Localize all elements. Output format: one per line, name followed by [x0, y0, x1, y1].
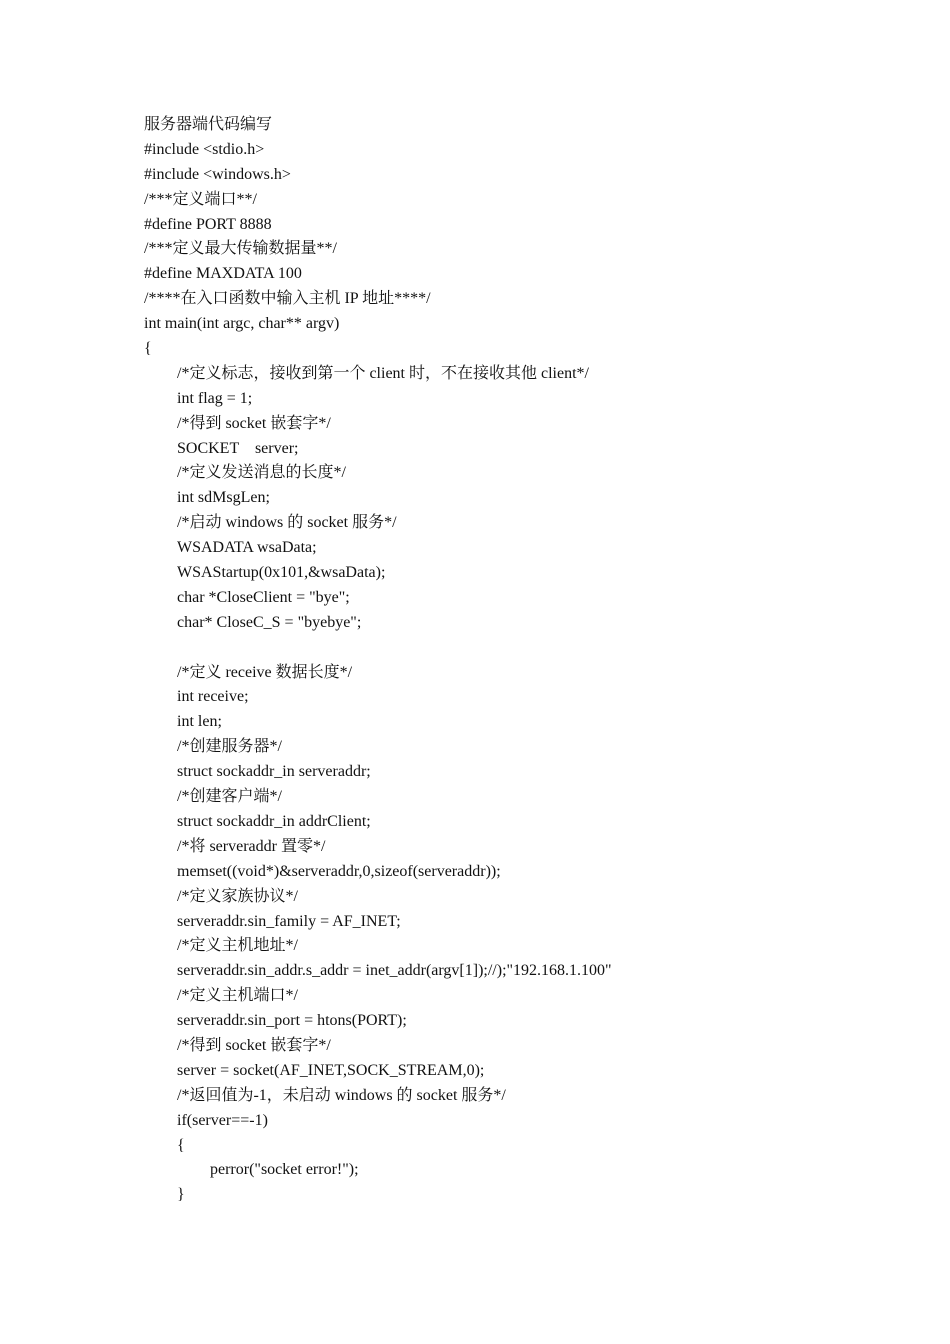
code-comment-line: /*得到 socket 嵌套字*/ [177, 1036, 331, 1054]
code-line: int len; [177, 713, 222, 731]
code-line: #define MAXDATA 100 [144, 265, 302, 283]
code-line: int main(int argc, char** argv) [144, 315, 340, 333]
code-line: SOCKET server; [177, 439, 299, 457]
code-line: { [177, 1136, 185, 1154]
code-line: server = socket(AF_INET,SOCK_STREAM,0); [177, 1061, 485, 1079]
code-comment-line: /*返回值为-1，未启动 windows 的 socket 服务*/ [177, 1086, 506, 1104]
code-line: WSAStartup(0x101,&wsaData); [177, 564, 386, 582]
code-comment-line: /*定义家族协议*/ [177, 887, 298, 905]
code-line: serveraddr.sin_family = AF_INET; [177, 912, 401, 930]
code-line: struct sockaddr_in addrClient; [177, 812, 371, 830]
code-comment-line: /***定义端口**/ [144, 190, 257, 208]
document-heading: 服务器端代码编写 [144, 116, 273, 133]
code-comment-line: /***定义最大传输数据量**/ [144, 240, 337, 258]
code-comment-line: /****在入口函数中输入主机 IP 地址****/ [144, 290, 431, 308]
code-line: WSADATA wsaData; [177, 539, 317, 557]
code-comment-line: /*创建服务器*/ [177, 738, 282, 756]
code-comment-line: /*创建客户端*/ [177, 788, 282, 806]
code-line: } [177, 1186, 185, 1204]
code-comment-line: /*定义发送消息的长度*/ [177, 464, 346, 482]
code-line: if(server==-1) [177, 1111, 268, 1129]
code-line: int receive; [177, 688, 249, 706]
code-comment-line: /*启动 windows 的 socket 服务*/ [177, 514, 397, 532]
code-comment-line: /*定义 receive 数据长度*/ [177, 663, 353, 681]
code-line: { [144, 340, 152, 358]
code-line: int flag = 1; [177, 389, 253, 407]
code-line: char* CloseC_S = "byebye"; [177, 613, 362, 631]
code-comment-line: /*定义主机地址*/ [177, 937, 298, 955]
code-listing [144, 113, 904, 1208]
code-line: struct sockaddr_in serveraddr; [177, 763, 371, 781]
code-comment-line: /*定义主机端口*/ [177, 987, 298, 1005]
code-comment-line: /*定义标志，接收到第一个 client 时，不在接收其他 client*/ [177, 364, 589, 382]
code-line: int sdMsgLen; [177, 489, 270, 507]
code-line: #include <stdio.h> [144, 140, 265, 158]
code-comment-line: /*将 serveraddr 置零*/ [177, 837, 326, 855]
code-line: serveraddr.sin_port = htons(PORT); [177, 1012, 407, 1030]
code-line: perror("socket error!"); [210, 1161, 359, 1179]
blank-line [144, 636, 904, 661]
code-line: #include <windows.h> [144, 165, 291, 183]
code-line: char *CloseClient = "bye"; [177, 588, 350, 606]
code-line: serveraddr.sin_addr.s_addr = inet_addr(argv[1]);//);"192.168.1.100" [177, 962, 612, 980]
code-line: memset((void*)&serveraddr,0,sizeof(serveraddr)); [177, 862, 501, 880]
code-comment-line: /*得到 socket 嵌套字*/ [177, 414, 331, 432]
code-line: #define PORT 8888 [144, 215, 272, 233]
